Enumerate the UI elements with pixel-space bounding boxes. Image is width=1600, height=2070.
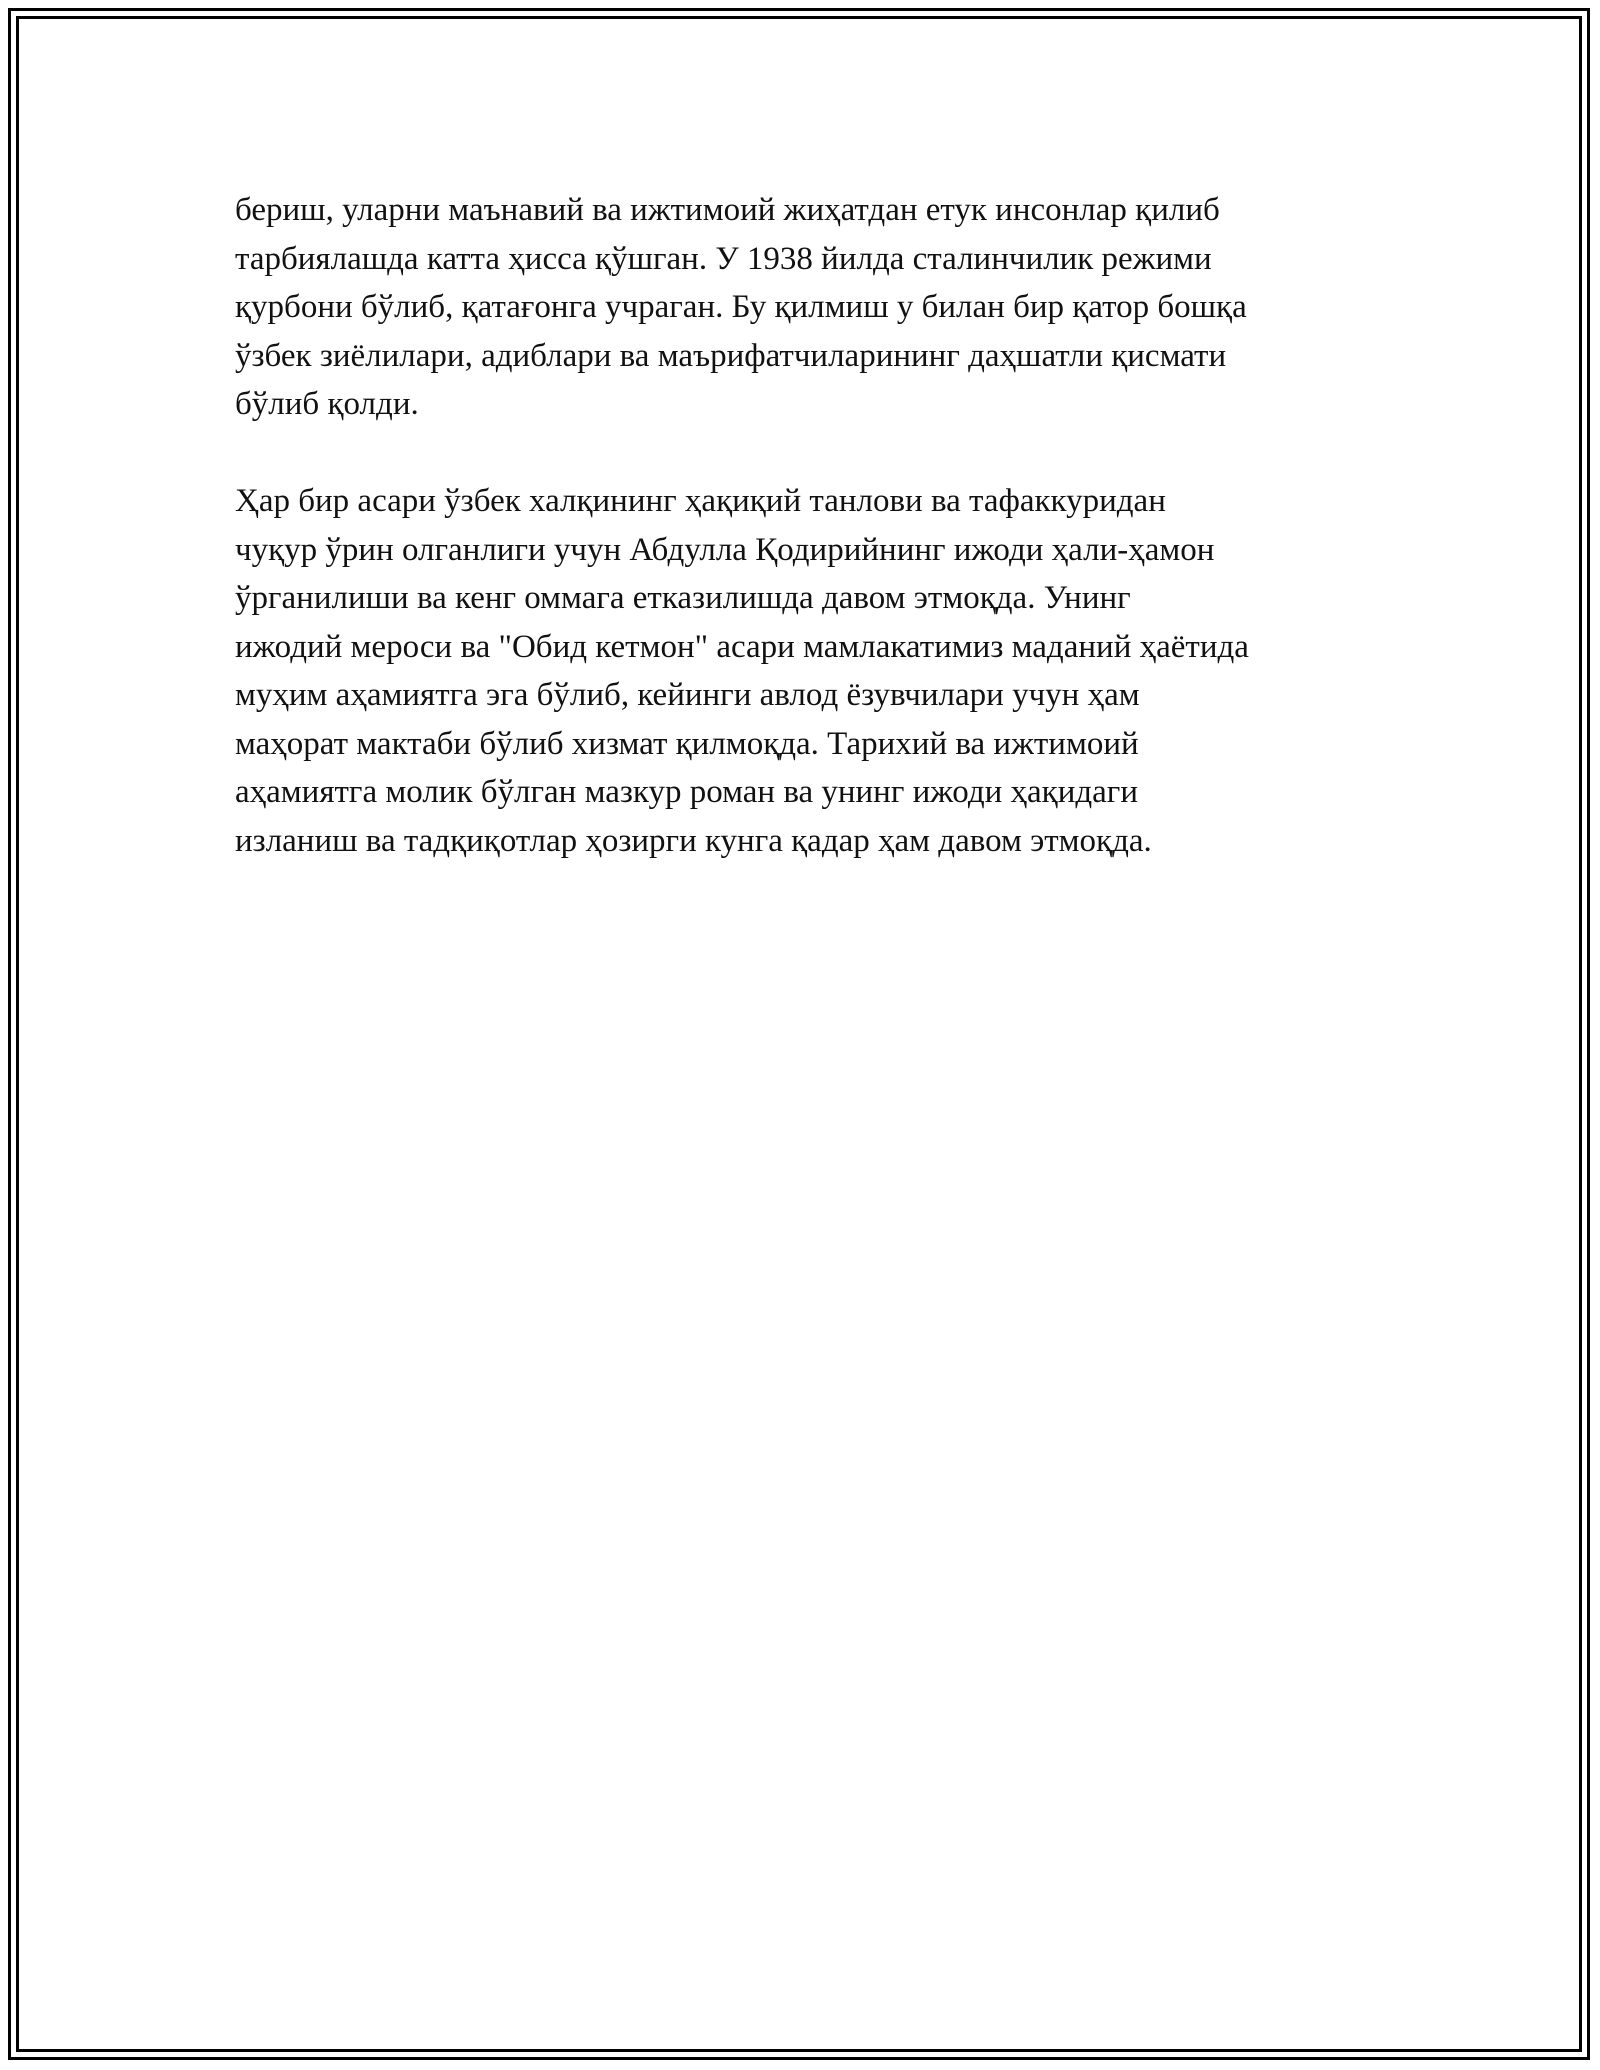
- text-line: маҳорат мактаби бўлиб хизмат қилмоқда. Тарихий ва ижтимоий: [235, 725, 1139, 762]
- text-line: ўрганилиши ва кенг оммага етказилишда давом этмоқда. Унинг: [235, 580, 1131, 616]
- text-line: қурбони бўлиб, қатағонга учраган. Бу қилмиш у билан бир қатор бошқа: [235, 289, 1247, 325]
- text-line: аҳамиятга молик бўлган мазкур роман ва унинг ижоди ҳақидаги: [235, 774, 1138, 810]
- text-line: ўзбек зиёлилари, адиблари ва маърифатчиларининг даҳшатли қисмати: [235, 337, 1227, 374]
- text-line: муҳим аҳамиятга эга бўлиб, кейинги авлод ёзувчилари учун ҳам: [235, 677, 1140, 713]
- document-body: [235, 186, 1385, 865]
- text-line: ижодий мероси ва "Обид кетмон" асари мамлакатимиз маданий ҳаётида: [235, 628, 1249, 665]
- paragraph-1: [235, 186, 1385, 429]
- paragraph-2: [235, 477, 1385, 865]
- text-line: чуқур ўрин олганлиги учун Абдулла Қодирийнинг ижоди ҳали-ҳамон: [235, 531, 1215, 568]
- text-line: бериш, уларни маънавий ва ижтимоий жиҳатдан етук инсонлар қилиб: [235, 192, 1220, 228]
- text-line: изланиш ва тадқиқотлар ҳозирги кунга қадар ҳам давом этмоқда.: [235, 822, 1152, 859]
- text-line: Ҳар бир асари ўзбек халқининг ҳақиқий танлови ва тафаккуридан: [235, 483, 1166, 519]
- text-line: тарбиялашда катта ҳисса қўшган. У 1938 йилда сталинчилик режими: [235, 240, 1212, 277]
- text-line: бўлиб қолди.: [235, 386, 419, 422]
